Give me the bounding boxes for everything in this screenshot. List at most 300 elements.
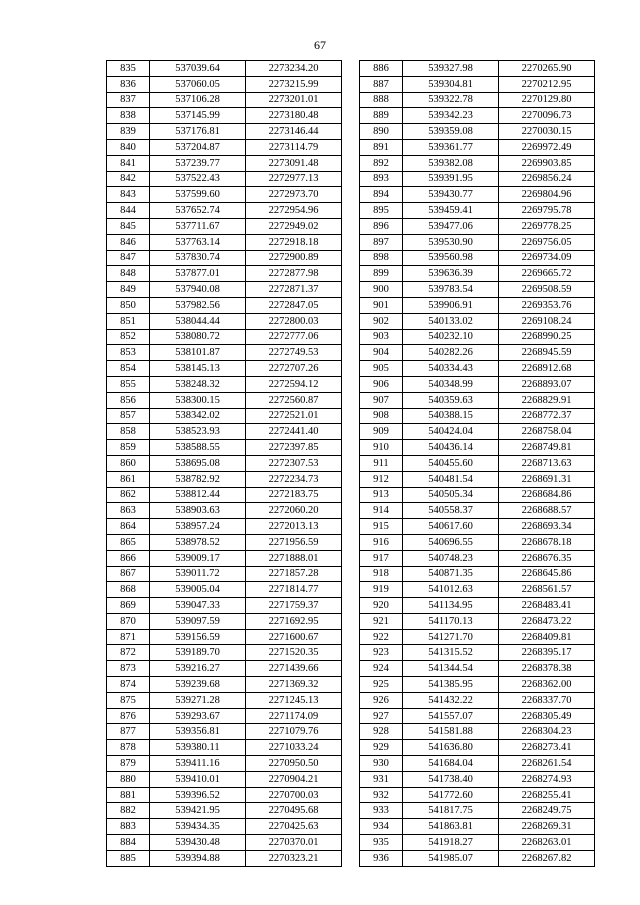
x-coordinate-cell: 540617.60 [403, 519, 499, 535]
point-number-cell: 928 [360, 724, 403, 740]
table-row [360, 108, 595, 124]
table-row [107, 297, 342, 313]
x-coordinate-cell: 540436.14 [403, 440, 499, 456]
x-coordinate-cell: 537711.67 [150, 218, 246, 234]
point-number-cell: 911 [360, 455, 403, 471]
y-coordinate-cell: 2268305.49 [499, 708, 595, 724]
y-coordinate-cell: 2271888.01 [246, 550, 342, 566]
table-row [360, 692, 595, 708]
table-row [360, 313, 595, 329]
y-coordinate-cell: 2268772.37 [499, 408, 595, 424]
x-coordinate-cell: 541012.63 [403, 582, 499, 598]
x-coordinate-cell: 538695.08 [150, 455, 246, 471]
y-coordinate-cell: 2270323.21 [246, 850, 342, 866]
x-coordinate-cell: 541170.13 [403, 613, 499, 629]
table-row [107, 108, 342, 124]
table-row [107, 313, 342, 329]
y-coordinate-cell: 2268893.07 [499, 376, 595, 392]
table-row [360, 234, 595, 250]
point-number-cell: 861 [107, 471, 150, 487]
x-coordinate-cell: 539097.59 [150, 613, 246, 629]
table-row [107, 740, 342, 756]
table-row [107, 203, 342, 219]
table-row [360, 440, 595, 456]
x-coordinate-cell: 538080.72 [150, 329, 246, 345]
point-number-cell: 859 [107, 440, 150, 456]
y-coordinate-cell: 2268676.35 [499, 550, 595, 566]
table-row [107, 408, 342, 424]
point-number-cell: 933 [360, 803, 403, 819]
y-coordinate-cell: 2269508.59 [499, 282, 595, 298]
x-coordinate-cell: 539359.08 [403, 124, 499, 140]
y-coordinate-cell: 2271692.95 [246, 613, 342, 629]
y-coordinate-cell: 2270096.73 [499, 108, 595, 124]
x-coordinate-cell: 539430.48 [150, 835, 246, 851]
y-coordinate-cell: 2270950.50 [246, 756, 342, 772]
table-row [360, 92, 595, 108]
point-number-cell: 922 [360, 629, 403, 645]
y-coordinate-cell: 2269804.96 [499, 187, 595, 203]
x-coordinate-cell: 541134.95 [403, 598, 499, 614]
table-row [107, 424, 342, 440]
table-row [107, 708, 342, 724]
y-coordinate-cell: 2271520.35 [246, 645, 342, 661]
x-coordinate-cell: 538300.15 [150, 392, 246, 408]
table-row [360, 408, 595, 424]
point-number-cell: 844 [107, 203, 150, 219]
point-number-cell: 872 [107, 645, 150, 661]
point-number-cell: 836 [107, 76, 150, 92]
table-row [107, 376, 342, 392]
x-coordinate-cell: 539477.06 [403, 218, 499, 234]
table-row [360, 61, 595, 77]
x-coordinate-cell: 541271.70 [403, 629, 499, 645]
table-row [360, 282, 595, 298]
point-number-cell: 910 [360, 440, 403, 456]
y-coordinate-cell: 2268261.54 [499, 756, 595, 772]
y-coordinate-cell: 2269903.85 [499, 155, 595, 171]
table-row [107, 487, 342, 503]
x-coordinate-cell: 539011.72 [150, 566, 246, 582]
x-coordinate-cell: 538044.44 [150, 313, 246, 329]
x-coordinate-cell: 540334.43 [403, 361, 499, 377]
y-coordinate-cell: 2271814.77 [246, 582, 342, 598]
x-coordinate-cell: 539356.81 [150, 724, 246, 740]
table-row [107, 677, 342, 693]
y-coordinate-cell: 2271439.66 [246, 661, 342, 677]
y-coordinate-cell: 2272800.03 [246, 313, 342, 329]
table-row [360, 503, 595, 519]
point-number-cell: 926 [360, 692, 403, 708]
x-coordinate-cell: 539156.59 [150, 629, 246, 645]
y-coordinate-cell: 2270370.01 [246, 835, 342, 851]
point-number-cell: 858 [107, 424, 150, 440]
table-row [107, 850, 342, 866]
x-coordinate-cell: 538588.55 [150, 440, 246, 456]
table-row [107, 329, 342, 345]
table-row [107, 218, 342, 234]
point-number-cell: 903 [360, 329, 403, 345]
x-coordinate-cell: 539411.16 [150, 756, 246, 772]
point-number-cell: 853 [107, 345, 150, 361]
y-coordinate-cell: 2272871.37 [246, 282, 342, 298]
x-coordinate-cell: 541985.07 [403, 850, 499, 866]
y-coordinate-cell: 2268269.31 [499, 819, 595, 835]
page-number: 67 [314, 38, 326, 52]
y-coordinate-cell: 2272521.01 [246, 408, 342, 424]
y-coordinate-cell: 2268273.41 [499, 740, 595, 756]
table-row [107, 171, 342, 187]
point-number-cell: 846 [107, 234, 150, 250]
table-row [360, 250, 595, 266]
point-number-cell: 925 [360, 677, 403, 693]
table-row [360, 76, 595, 92]
point-number-cell: 847 [107, 250, 150, 266]
y-coordinate-cell: 2271600.67 [246, 629, 342, 645]
x-coordinate-cell: 539009.17 [150, 550, 246, 566]
table-row [107, 455, 342, 471]
table-row [107, 282, 342, 298]
point-number-cell: 835 [107, 61, 150, 77]
point-number-cell: 936 [360, 850, 403, 866]
y-coordinate-cell: 2268645.86 [499, 566, 595, 582]
point-number-cell: 869 [107, 598, 150, 614]
x-coordinate-cell: 540505.34 [403, 487, 499, 503]
point-number-cell: 915 [360, 519, 403, 535]
table-row [360, 424, 595, 440]
y-coordinate-cell: 2269972.49 [499, 139, 595, 155]
y-coordinate-cell: 2268561.57 [499, 582, 595, 598]
point-number-cell: 909 [360, 424, 403, 440]
point-number-cell: 849 [107, 282, 150, 298]
table-row [360, 645, 595, 661]
table-row [360, 803, 595, 819]
x-coordinate-cell: 537239.77 [150, 155, 246, 171]
point-number-cell: 851 [107, 313, 150, 329]
y-coordinate-cell: 2269856.24 [499, 171, 595, 187]
point-number-cell: 891 [360, 139, 403, 155]
x-coordinate-cell: 539410.01 [150, 771, 246, 787]
x-coordinate-cell: 537877.01 [150, 266, 246, 282]
x-coordinate-cell: 538812.44 [150, 487, 246, 503]
y-coordinate-cell: 2273180.48 [246, 108, 342, 124]
point-number-cell: 874 [107, 677, 150, 693]
point-number-cell: 901 [360, 297, 403, 313]
point-number-cell: 907 [360, 392, 403, 408]
point-number-cell: 884 [107, 835, 150, 851]
x-coordinate-cell: 539530.90 [403, 234, 499, 250]
y-coordinate-cell: 2269353.76 [499, 297, 595, 313]
x-coordinate-cell: 537940.08 [150, 282, 246, 298]
table-row [107, 61, 342, 77]
point-number-cell: 924 [360, 661, 403, 677]
x-coordinate-cell: 539304.81 [403, 76, 499, 92]
y-coordinate-cell: 2268263.01 [499, 835, 595, 851]
point-number-cell: 916 [360, 534, 403, 550]
table-row [360, 376, 595, 392]
x-coordinate-cell: 541432.22 [403, 692, 499, 708]
point-number-cell: 873 [107, 661, 150, 677]
table-row [107, 519, 342, 535]
table-row [107, 566, 342, 582]
x-coordinate-cell: 539271.28 [150, 692, 246, 708]
table-row [107, 440, 342, 456]
table-row [107, 124, 342, 140]
table-row [107, 392, 342, 408]
y-coordinate-cell: 2272307.53 [246, 455, 342, 471]
table-row [107, 629, 342, 645]
x-coordinate-cell: 540232.10 [403, 329, 499, 345]
y-coordinate-cell: 2272877.98 [246, 266, 342, 282]
y-coordinate-cell: 2268691.31 [499, 471, 595, 487]
x-coordinate-cell: 538248.32 [150, 376, 246, 392]
y-coordinate-cell: 2272441.40 [246, 424, 342, 440]
point-number-cell: 840 [107, 139, 150, 155]
y-coordinate-cell: 2271245.13 [246, 692, 342, 708]
point-number-cell: 863 [107, 503, 150, 519]
y-coordinate-cell: 2268912.68 [499, 361, 595, 377]
y-coordinate-cell: 2268684.86 [499, 487, 595, 503]
y-coordinate-cell: 2268362.00 [499, 677, 595, 693]
y-coordinate-cell: 2269795.78 [499, 203, 595, 219]
point-number-cell: 908 [360, 408, 403, 424]
y-coordinate-cell: 2268267.82 [499, 850, 595, 866]
point-number-cell: 935 [360, 835, 403, 851]
x-coordinate-cell: 540388.15 [403, 408, 499, 424]
point-number-cell: 898 [360, 250, 403, 266]
y-coordinate-cell: 2273201.01 [246, 92, 342, 108]
y-coordinate-cell: 2272749.53 [246, 345, 342, 361]
point-number-cell: 904 [360, 345, 403, 361]
table-row [360, 787, 595, 803]
x-coordinate-cell: 537204.87 [150, 139, 246, 155]
table-row [360, 155, 595, 171]
table-row [360, 361, 595, 377]
point-number-cell: 895 [360, 203, 403, 219]
point-number-cell: 914 [360, 503, 403, 519]
x-coordinate-cell: 539396.52 [150, 787, 246, 803]
point-number-cell: 917 [360, 550, 403, 566]
x-coordinate-cell: 539216.27 [150, 661, 246, 677]
point-number-cell: 850 [107, 297, 150, 313]
point-number-cell: 927 [360, 708, 403, 724]
point-number-cell: 897 [360, 234, 403, 250]
x-coordinate-cell: 537060.05 [150, 76, 246, 92]
point-number-cell: 893 [360, 171, 403, 187]
table-row [107, 835, 342, 851]
x-coordinate-cell: 541684.04 [403, 756, 499, 772]
point-number-cell: 879 [107, 756, 150, 772]
y-coordinate-cell: 2268378.38 [499, 661, 595, 677]
point-number-cell: 892 [360, 155, 403, 171]
x-coordinate-cell: 539322.78 [403, 92, 499, 108]
y-coordinate-cell: 2269665.72 [499, 266, 595, 282]
point-number-cell: 854 [107, 361, 150, 377]
x-coordinate-cell: 537522.43 [150, 171, 246, 187]
x-coordinate-cell: 539391.95 [403, 171, 499, 187]
point-number-cell: 885 [107, 850, 150, 866]
table-row [360, 471, 595, 487]
y-coordinate-cell: 2269108.24 [499, 313, 595, 329]
x-coordinate-cell: 539430.77 [403, 187, 499, 203]
x-coordinate-cell: 537145.99 [150, 108, 246, 124]
y-coordinate-cell: 2268483.41 [499, 598, 595, 614]
table-row [360, 566, 595, 582]
table-row [107, 234, 342, 250]
point-number-cell: 856 [107, 392, 150, 408]
table-row [107, 471, 342, 487]
y-coordinate-cell: 2272594.12 [246, 376, 342, 392]
table-row [107, 582, 342, 598]
table-row [360, 392, 595, 408]
x-coordinate-cell: 538342.02 [150, 408, 246, 424]
x-coordinate-cell: 539361.77 [403, 139, 499, 155]
table-row [360, 724, 595, 740]
y-coordinate-cell: 2272013.13 [246, 519, 342, 535]
x-coordinate-cell: 541385.95 [403, 677, 499, 693]
point-number-cell: 867 [107, 566, 150, 582]
table-row [360, 550, 595, 566]
table-row [107, 819, 342, 835]
table-row [360, 487, 595, 503]
table-row [107, 756, 342, 772]
x-coordinate-cell: 539342.23 [403, 108, 499, 124]
point-number-cell: 868 [107, 582, 150, 598]
point-number-cell: 875 [107, 692, 150, 708]
x-coordinate-cell: 538145.13 [150, 361, 246, 377]
y-coordinate-cell: 2273091.48 [246, 155, 342, 171]
table-row [107, 692, 342, 708]
point-number-cell: 852 [107, 329, 150, 345]
x-coordinate-cell: 541315.52 [403, 645, 499, 661]
x-coordinate-cell: 539380.11 [150, 740, 246, 756]
table-row [360, 297, 595, 313]
point-number-cell: 919 [360, 582, 403, 598]
point-number-cell: 899 [360, 266, 403, 282]
table-row [360, 850, 595, 866]
y-coordinate-cell: 2268829.91 [499, 392, 595, 408]
point-number-cell: 934 [360, 819, 403, 835]
point-number-cell: 929 [360, 740, 403, 756]
x-coordinate-cell: 540455.60 [403, 455, 499, 471]
x-coordinate-cell: 537039.64 [150, 61, 246, 77]
table-row [360, 740, 595, 756]
point-number-cell: 902 [360, 313, 403, 329]
point-number-cell: 864 [107, 519, 150, 535]
point-number-cell: 912 [360, 471, 403, 487]
y-coordinate-cell: 2272777.06 [246, 329, 342, 345]
y-coordinate-cell: 2270495.68 [246, 803, 342, 819]
y-coordinate-cell: 2268395.17 [499, 645, 595, 661]
y-coordinate-cell: 2271369.32 [246, 677, 342, 693]
point-number-cell: 839 [107, 124, 150, 140]
table-row [360, 345, 595, 361]
table-row [360, 455, 595, 471]
table-row [360, 582, 595, 598]
y-coordinate-cell: 2270129.80 [499, 92, 595, 108]
x-coordinate-cell: 537176.81 [150, 124, 246, 140]
point-number-cell: 845 [107, 218, 150, 234]
point-number-cell: 880 [107, 771, 150, 787]
x-coordinate-cell: 538978.52 [150, 534, 246, 550]
x-coordinate-cell: 541738.40 [403, 771, 499, 787]
point-number-cell: 887 [360, 76, 403, 92]
y-coordinate-cell: 2272918.18 [246, 234, 342, 250]
y-coordinate-cell: 2268274.93 [499, 771, 595, 787]
point-number-cell: 888 [360, 92, 403, 108]
y-coordinate-cell: 2272707.26 [246, 361, 342, 377]
y-coordinate-cell: 2268678.18 [499, 534, 595, 550]
y-coordinate-cell: 2270030.15 [499, 124, 595, 140]
x-coordinate-cell: 539459.41 [403, 203, 499, 219]
y-coordinate-cell: 2270212.95 [499, 76, 595, 92]
x-coordinate-cell: 541772.60 [403, 787, 499, 803]
y-coordinate-cell: 2271956.59 [246, 534, 342, 550]
x-coordinate-cell: 539189.70 [150, 645, 246, 661]
table-row [360, 139, 595, 155]
y-coordinate-cell: 2272847.05 [246, 297, 342, 313]
point-number-cell: 906 [360, 376, 403, 392]
table-row [360, 124, 595, 140]
point-number-cell: 877 [107, 724, 150, 740]
table-row [360, 708, 595, 724]
x-coordinate-cell: 539005.04 [150, 582, 246, 598]
x-coordinate-cell: 538101.87 [150, 345, 246, 361]
table-row [360, 677, 595, 693]
x-coordinate-cell: 540696.55 [403, 534, 499, 550]
point-number-cell: 842 [107, 171, 150, 187]
point-number-cell: 920 [360, 598, 403, 614]
point-number-cell: 855 [107, 376, 150, 392]
y-coordinate-cell: 2271759.37 [246, 598, 342, 614]
table-row [107, 724, 342, 740]
y-coordinate-cell: 2272973.70 [246, 187, 342, 203]
x-coordinate-cell: 540481.54 [403, 471, 499, 487]
table-row [107, 787, 342, 803]
table-row [360, 613, 595, 629]
x-coordinate-cell: 541817.75 [403, 803, 499, 819]
point-number-cell: 932 [360, 787, 403, 803]
table-row [360, 771, 595, 787]
x-coordinate-cell: 539293.67 [150, 708, 246, 724]
point-number-cell: 865 [107, 534, 150, 550]
point-number-cell: 882 [107, 803, 150, 819]
y-coordinate-cell: 2273146.44 [246, 124, 342, 140]
table-row [360, 203, 595, 219]
y-coordinate-cell: 2269778.25 [499, 218, 595, 234]
table-row [360, 218, 595, 234]
y-coordinate-cell: 2272954.96 [246, 203, 342, 219]
table-row [107, 534, 342, 550]
point-number-cell: 870 [107, 613, 150, 629]
x-coordinate-cell: 537106.28 [150, 92, 246, 108]
point-number-cell: 871 [107, 629, 150, 645]
y-coordinate-cell: 2268409.81 [499, 629, 595, 645]
y-coordinate-cell: 2268749.81 [499, 440, 595, 456]
y-coordinate-cell: 2268249.75 [499, 803, 595, 819]
point-number-cell: 883 [107, 819, 150, 835]
table-row [107, 76, 342, 92]
table-row [360, 661, 595, 677]
y-coordinate-cell: 2272949.02 [246, 218, 342, 234]
x-coordinate-cell: 541557.07 [403, 708, 499, 724]
point-number-cell: 886 [360, 61, 403, 77]
y-coordinate-cell: 2270700.03 [246, 787, 342, 803]
table-row [107, 139, 342, 155]
y-coordinate-cell: 2270265.90 [499, 61, 595, 77]
y-coordinate-cell: 2272900.89 [246, 250, 342, 266]
x-coordinate-cell: 541863.81 [403, 819, 499, 835]
